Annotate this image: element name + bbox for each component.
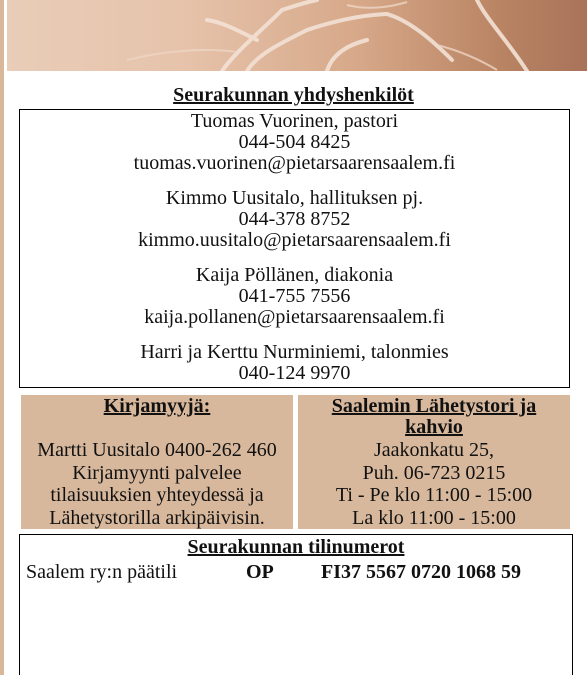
contact-email: tuomas.vuorinen@pietarsaarensaalem.fi [133,152,456,174]
shop-title-line2: kahvio [405,416,463,438]
shop-text [298,439,570,529]
contact-name: Kimmo Uusitalo, hallituksen pj. [165,187,424,209]
contact-name: Harri ja Kerttu Nurminiemi, talonmies [140,341,449,363]
contact-phone: 044-504 8425 [238,131,351,153]
bookseller-line: Martti Uusitalo 0400-262 460 [37,439,277,461]
contact-nurminiemi [20,342,569,384]
contacts-title: Seurakunnan yhdyshenkilöt [173,84,414,106]
accounts-title: Seurakunnan tilinumerot [187,536,405,558]
contact-name: Kaija Pöllänen, diakonia [195,264,394,286]
shop-address: Jaakonkatu 25, [374,439,494,461]
contact-phone: 044-378 8752 [238,208,351,230]
contact-kaija [20,265,569,328]
bookseller-text [21,439,293,529]
account-iban: FI37 5567 0720 1068 59 [321,561,521,583]
contacts-box [19,109,570,388]
bookseller-line: Kirjamyynti palvelee [72,461,242,484]
contact-phone: 041-755 7556 [238,285,351,307]
shop-cell [298,395,570,529]
accounts-box [19,534,573,675]
contact-phone: 040-124 9970 [238,362,351,384]
shop-title-line1: Saalemin Lähetystori ja [331,395,537,417]
shop-phone: Puh. 06-723 0215 [362,461,506,484]
contact-tuomas [20,111,569,174]
bookseller-title: Kirjamyyjä: [103,395,211,417]
shop-hours-weekdays: Ti - Pe klo 11:00 - 15:00 [335,484,533,506]
contact-email: kimmo.uusitalo@pietarsaarensaalem.fi [138,229,451,251]
branches-illustration [7,0,587,71]
account-bank: OP [246,561,274,583]
account-label: Saalem ry:n päätili [26,561,178,583]
bookseller-line: Lähetystorilla arkipäivisin. [49,506,265,529]
contact-name: Tuomas Vuorinen, pastori [190,110,399,132]
contact-email: kaija.pollanen@pietarsaarensaalem.fi [144,306,445,328]
bookseller-line: tilaisuuksien yhteydessä ja [50,484,264,506]
shop-hours-saturday: La klo 11:00 - 15:00 [352,506,516,529]
header-banner-image [7,0,587,71]
contact-kimmo [20,188,569,251]
bookseller-cell [21,395,293,529]
